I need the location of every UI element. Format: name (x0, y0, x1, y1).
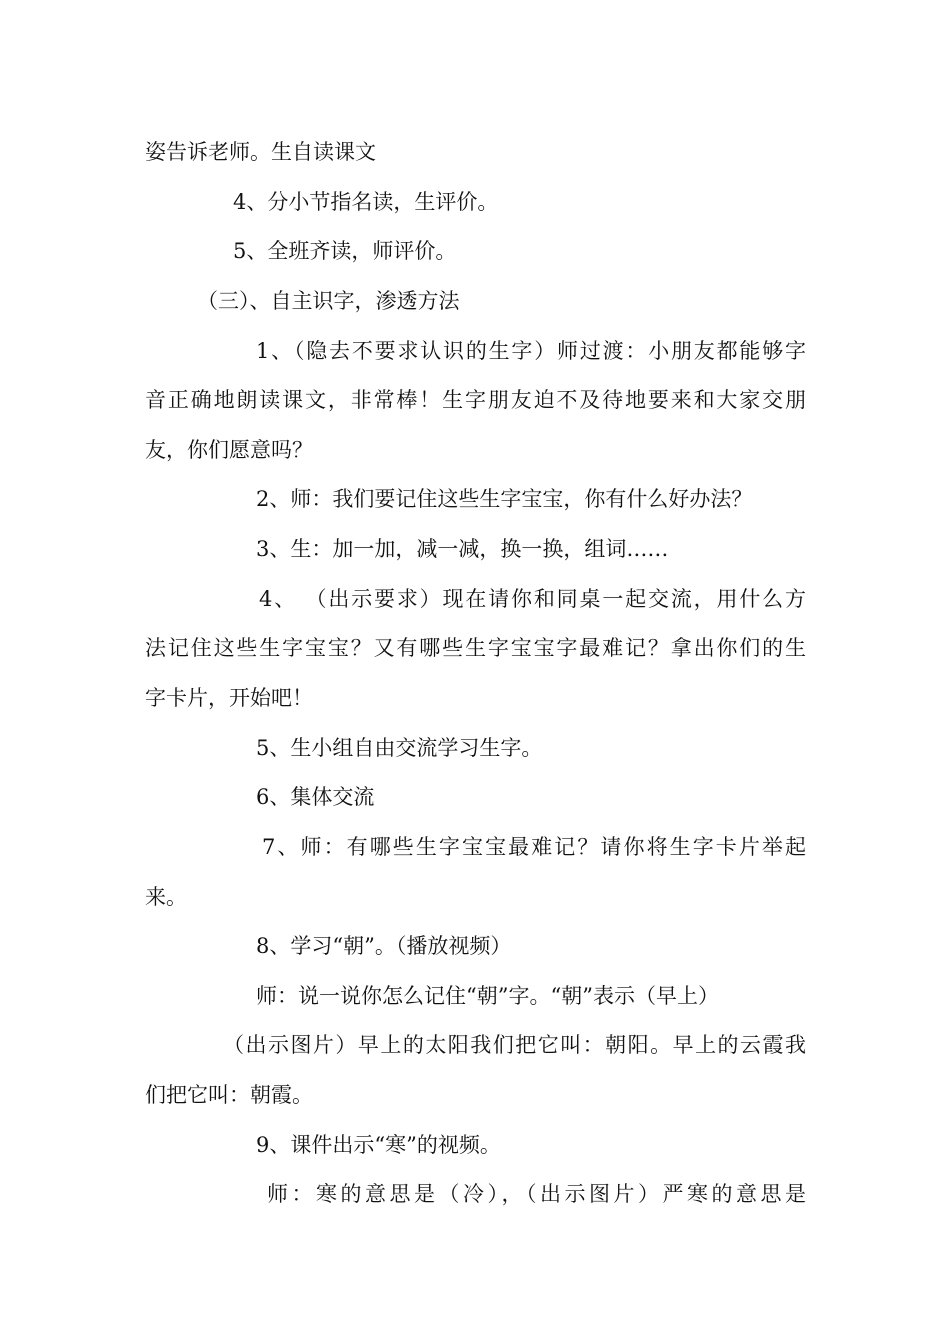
text-line-15: 7、师：有哪些生字宝宝最难记？请你将生字卡片举起 (262, 835, 806, 859)
text-line-17: 8、学习“朝”。（播放视频） (256, 934, 512, 958)
text-line-7: 友，你们愿意吗？ (145, 438, 313, 462)
text-line-6: 音正确地朗读课文，非常棒！生字朋友迫不及待地要来和大家交朋 (145, 388, 806, 412)
text-line-12: 字卡片，开始吧！ (145, 686, 313, 710)
text-line-3: 5、全班齐读，师评价。 (233, 239, 457, 263)
text-line-20: 们把它叫：朝霞。 (145, 1083, 313, 1107)
text-line-22: 师：寒的意思是（冷），（出示图片）严寒的意思是 (267, 1182, 806, 1206)
text-line-1: 姿告诉老师。生自读课文 (145, 140, 376, 164)
text-line-8: 2、师：我们要记住这些生字宝宝，你有什么好办法？ (256, 487, 753, 511)
text-line-2: 4、分小节指名读，生评价。 (233, 190, 499, 214)
text-line-18: 师：说一说你怎么记住“朝”字。“朝”表示（早上） (256, 984, 719, 1008)
text-line-11: 法记住这些生字宝宝？又有哪些生字宝宝字最难记？拿出你们的生 (145, 636, 806, 660)
section-heading: （三）、自主识字，渗透方法 (197, 289, 460, 313)
text-line-5: 1、（隐去不要求认识的生字）师过渡：小朋友都能够字 (256, 339, 806, 363)
text-line-19: （出示图片）早上的太阳我们把它叫：朝阳。早上的云霞我 (223, 1033, 806, 1057)
text-line-9: 3、生：加一加，减一减，换一换，组词…… (256, 537, 669, 561)
text-line-21: 9、课件出示“寒”的视频。 (256, 1133, 501, 1157)
text-line-13: 5、生小组自由交流学习生字。 (256, 736, 543, 760)
text-line-10: 4、 （出示要求）现在请你和同桌一起交流，用什么方 (259, 587, 806, 611)
text-line-14: 6、集体交流 (256, 785, 375, 809)
text-line-16: 来。 (145, 885, 187, 909)
